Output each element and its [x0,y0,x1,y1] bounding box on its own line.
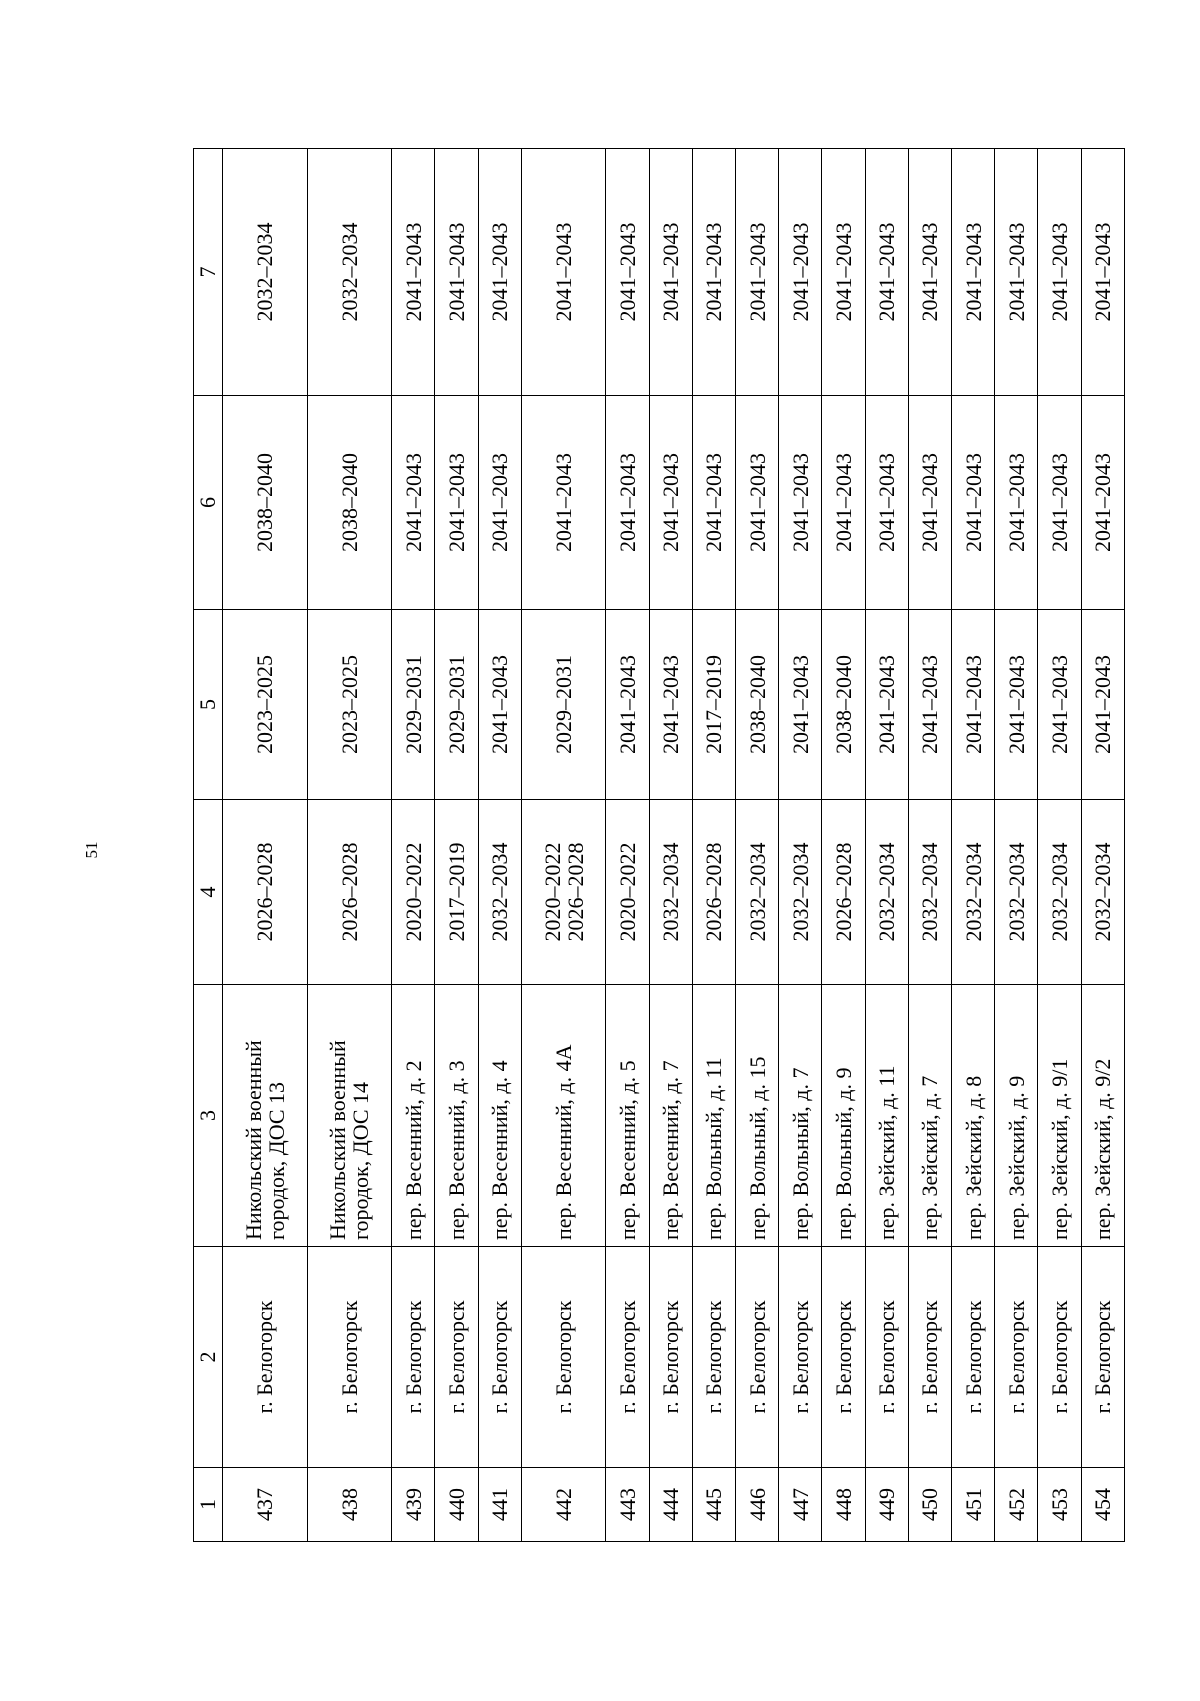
row-col-7: 2041–2043 [908,149,951,396]
address-line: пер. Зейский, д. 9/1 [1047,1058,1073,1240]
row-col-4 [692,800,735,985]
address-line: пер. Весенний, д. 2 [400,1060,426,1240]
row-col-6: 2041–2043 [435,396,478,610]
row-number: 447 [779,1468,822,1542]
row-address [223,985,308,1247]
row-col-6: 2041–2043 [521,396,606,610]
row-col-6: 2041–2043 [649,396,692,610]
row-address [692,985,735,1247]
row-col-4 [223,800,308,985]
page-number: 51 [82,841,101,859]
row-city: г. Белогорск [692,1247,735,1468]
row-city: г. Белогорск [995,1247,1038,1468]
row-city: г. Белогорск [1081,1247,1124,1468]
table-row [649,149,692,1542]
row-col-7: 2041–2043 [952,149,995,396]
row-col-7: 2041–2043 [606,149,649,396]
row-col-4 [736,800,779,985]
row-col-5: 2041–2043 [1038,610,1081,800]
row-col-4 [478,800,521,985]
row-number: 450 [908,1468,951,1542]
row-city: г. Белогорск [822,1247,865,1468]
row-number: 441 [478,1468,521,1542]
col-4-line: 2032–2034 [1090,842,1116,942]
row-address [952,985,995,1247]
table-row [995,149,1038,1542]
row-col-4 [307,800,392,985]
row-col-6: 2041–2043 [736,396,779,610]
row-col-5: 2029–2031 [392,610,435,800]
row-address [822,985,865,1247]
address-line: пер. Зейский, д. 7 [917,1075,943,1240]
row-col-7: 2041–2043 [649,149,692,396]
row-col-7: 2041–2043 [1038,149,1081,396]
row-col-7: 2041–2043 [1081,149,1124,396]
row-col-6: 2038–2040 [307,396,392,610]
row-city: г. Белогорск [435,1247,478,1468]
row-address [307,985,392,1247]
row-col-5: 2029–2031 [521,610,606,800]
row-col-4 [521,800,606,985]
row-number: 443 [606,1468,649,1542]
col-4-line: 2026–2028 [562,842,588,942]
header-col-1: 1 [194,1468,223,1542]
row-address [1038,985,1081,1247]
table-body [223,149,1125,1542]
table-row [865,149,908,1542]
row-city: г. Белогорск [307,1247,392,1468]
row-number: 449 [865,1468,908,1542]
row-address [779,985,822,1247]
row-col-4 [865,800,908,985]
row-number: 452 [995,1468,1038,1542]
row-col-5: 2041–2043 [908,610,951,800]
row-number: 437 [223,1468,308,1542]
address-line: пер. Вольный, д. 7 [787,1067,813,1240]
row-number: 439 [392,1468,435,1542]
col-4-line: 2032–2034 [658,842,684,942]
row-col-6: 2038–2040 [223,396,308,610]
row-col-6: 2041–2043 [392,396,435,610]
col-4-line: 2020–2022 [539,842,565,942]
row-col-7: 2041–2043 [865,149,908,396]
row-col-6: 2041–2043 [1038,396,1081,610]
row-col-5: 2041–2043 [779,610,822,800]
row-city: г. Белогорск [606,1247,649,1468]
row-col-5: 2041–2043 [649,610,692,800]
row-city: г. Белогорск [865,1247,908,1468]
table-row [1038,149,1081,1542]
row-col-6: 2041–2043 [779,396,822,610]
row-col-5: 2041–2043 [865,610,908,800]
table-header [194,149,223,1542]
table-row [1081,149,1124,1542]
table-row [908,149,951,1542]
row-col-7: 2041–2043 [995,149,1038,396]
row-number: 438 [307,1468,392,1542]
col-4-line: 2020–2022 [614,842,640,942]
row-col-5: 2023–2025 [307,610,392,800]
table-row [736,149,779,1542]
row-col-7: 2041–2043 [779,149,822,396]
address-line: пер. Зейский, д. 8 [960,1075,986,1240]
row-city: г. Белогорск [392,1247,435,1468]
row-address [435,985,478,1247]
row-address [606,985,649,1247]
row-col-6: 2041–2043 [478,396,521,610]
row-address [649,985,692,1247]
row-address [865,985,908,1247]
row-col-6: 2041–2043 [865,396,908,610]
row-col-5: 2017–2019 [692,610,735,800]
row-col-5: 2041–2043 [1081,610,1124,800]
table-row [779,149,822,1542]
row-col-5: 2041–2043 [606,610,649,800]
col-4-line: 2032–2034 [744,842,770,942]
address-line: Никольский военный [325,1040,351,1240]
row-col-4 [392,800,435,985]
row-city: г. Белогорск [223,1247,308,1468]
row-col-5: 2041–2043 [995,610,1038,800]
address-line: пер. Зейский, д. 9 [1003,1075,1029,1240]
header-col-2: 2 [194,1247,223,1468]
row-col-4 [606,800,649,985]
row-number: 444 [649,1468,692,1542]
col-4-line: 2032–2034 [917,842,943,942]
row-number: 440 [435,1468,478,1542]
row-city: г. Белогорск [736,1247,779,1468]
row-number: 446 [736,1468,779,1542]
row-col-5: 2041–2043 [478,610,521,800]
row-col-5: 2041–2043 [952,610,995,800]
row-address [392,985,435,1247]
row-address [1081,985,1124,1247]
row-col-6: 2041–2043 [995,396,1038,610]
row-col-5: 2029–2031 [435,610,478,800]
table-row [606,149,649,1542]
row-col-6: 2041–2043 [606,396,649,610]
address-line: городок, ДОС 14 [348,1081,374,1240]
row-number: 442 [521,1468,606,1542]
col-4-line: 2032–2034 [874,842,900,942]
row-col-4 [1038,800,1081,985]
col-4-line: 2026–2028 [252,842,278,942]
row-col-7: 2032–2034 [307,149,392,396]
row-number: 445 [692,1468,735,1542]
data-table [193,148,1125,1542]
col-4-line: 2026–2028 [336,842,362,942]
table-row [435,149,478,1542]
table-row [521,149,606,1542]
row-col-6: 2041–2043 [1081,396,1124,610]
col-4-line: 2017–2019 [443,842,469,942]
row-col-6: 2041–2043 [908,396,951,610]
table-container [193,149,1125,1542]
row-number: 448 [822,1468,865,1542]
col-4-line: 2026–2028 [831,842,856,942]
row-col-4 [952,800,995,985]
row-address [736,985,779,1247]
header-col-7: 7 [194,149,223,396]
table-row [822,149,865,1542]
row-col-4 [908,800,951,985]
col-4-line: 2032–2034 [487,842,513,942]
row-col-6: 2041–2043 [692,396,735,610]
address-line: пер. Весенний, д. 5 [614,1060,640,1240]
row-col-7: 2041–2043 [392,149,435,396]
row-col-5: 2038–2040 [822,610,865,800]
address-line: пер. Вольный, д. 9 [831,1067,856,1240]
col-4-line: 2032–2034 [1003,842,1029,942]
address-line: Никольский военный [240,1040,266,1240]
table-row [692,149,735,1542]
row-city: г. Белогорск [908,1247,951,1468]
row-col-4 [995,800,1038,985]
row-col-4 [649,800,692,985]
row-city: г. Белогорск [779,1247,822,1468]
row-col-4 [779,800,822,985]
address-line: пер. Вольный, д. 11 [701,1057,727,1240]
row-address [908,985,951,1247]
address-line: пер. Зейский, д. 11 [874,1065,900,1240]
col-4-line: 2032–2034 [787,842,813,942]
row-city: г. Белогорск [649,1247,692,1468]
address-line: пер. Весенний, д. 3 [443,1060,469,1240]
row-col-6: 2041–2043 [822,396,865,610]
address-line: пер. Весенний, д. 4 [487,1060,513,1240]
row-city: г. Белогорск [478,1247,521,1468]
row-col-7: 2041–2043 [692,149,735,396]
row-col-7: 2041–2043 [478,149,521,396]
header-col-4: 4 [194,800,223,985]
row-col-6: 2041–2043 [952,396,995,610]
row-col-7: 2041–2043 [435,149,478,396]
row-col-5: 2023–2025 [223,610,308,800]
col-4-line: 2020–2022 [400,842,426,942]
col-4-line: 2026–2028 [701,842,727,942]
row-city: г. Белогорск [521,1247,606,1468]
row-address [521,985,606,1247]
address-line: пер. Зейский, д. 9/2 [1090,1058,1116,1240]
col-4-line: 2032–2034 [1047,842,1073,942]
table-row [307,149,392,1542]
col-4-line: 2032–2034 [960,842,986,942]
row-col-7: 2041–2043 [822,149,865,396]
row-number: 453 [1038,1468,1081,1542]
row-col-7: 2041–2043 [521,149,606,396]
table-row [952,149,995,1542]
row-col-7: 2032–2034 [223,149,308,396]
header-col-5: 5 [194,610,223,800]
row-city: г. Белогорск [952,1247,995,1468]
table-row [392,149,435,1542]
row-col-4 [1081,800,1124,985]
row-address [478,985,521,1247]
row-number: 454 [1081,1468,1124,1542]
row-col-7: 2041–2043 [736,149,779,396]
row-col-4 [822,800,865,985]
row-col-4 [435,800,478,985]
row-number: 451 [952,1468,995,1542]
address-line: городок, ДОС 13 [263,1081,289,1240]
header-col-3: 3 [194,985,223,1247]
row-address [995,985,1038,1247]
row-city: г. Белогорск [1038,1247,1081,1468]
row-col-5: 2038–2040 [736,610,779,800]
address-line: пер. Вольный, д. 15 [744,1056,770,1240]
address-line: пер. Весенний, д. 4А [551,1044,577,1240]
table-row [223,149,308,1542]
address-line: пер. Весенний, д. 7 [658,1060,684,1240]
table-row [478,149,521,1542]
header-row [194,149,223,1542]
header-col-6: 6 [194,396,223,610]
